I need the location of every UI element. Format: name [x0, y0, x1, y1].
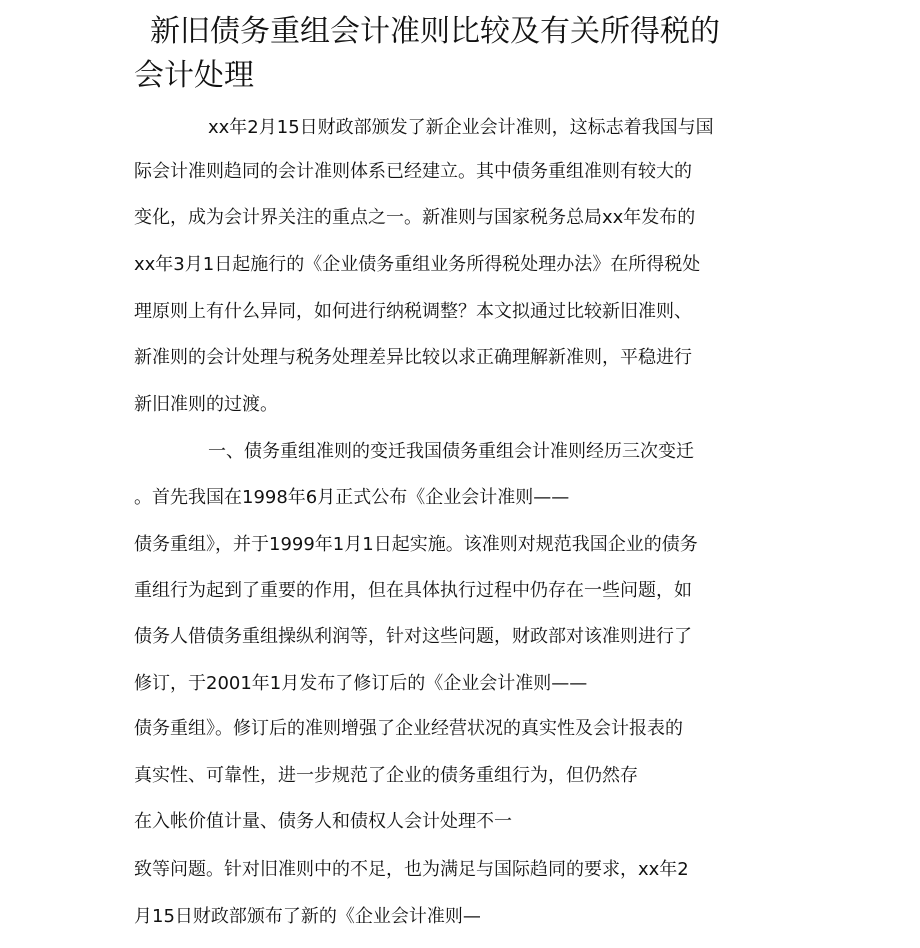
paragraph-line: 变化，成为会计界关注的重点之一。新准则与国家税务总局xx年发布的 — [134, 207, 696, 228]
paragraph-line: 际会计准则趋同的会计准则体系已经建立。其中债务重组准则有较大的 — [134, 161, 692, 182]
paragraph-line: 月15日财政部颁布了新的《企业会计准则— — [134, 906, 481, 927]
paragraph-line: 。首先我国在1998年6月正式公布《企业会计准则—— — [134, 487, 570, 508]
paragraph-line: 新准则的会计处理与税务处理差异比较以求正确理解新准则，平稳进行 — [134, 347, 692, 368]
paragraph-line: 真实性、可靠性，进一步规范了企业的债务重组行为，但仍然存 — [134, 765, 638, 786]
paragraph-line: xx年2月15日财政部颁发了新企业会计准则，这标志着我国与国 — [208, 117, 714, 138]
paragraph-line: 修订，于2001年1月发布了修订后的《企业会计准则—— — [134, 673, 588, 694]
title-line-1: 新旧债务重组会计准则比较及有关所得税的 — [150, 14, 720, 49]
paragraph-line: xx年3月1日起施行的《企业债务重组业务所得税处理办法》在所得税处 — [134, 254, 701, 275]
paragraph-line: 理原则上有什么异同，如何进行纳税调整？本文拟通过比较新旧准则、 — [134, 301, 692, 322]
paragraph-line: 重组行为起到了重要的作用，但在具体执行过程中仍存在一些问题，如 — [134, 580, 692, 601]
paragraph-line: 债务重组》。修订后的准则增强了企业经营状况的真实性及会计报表的 — [134, 718, 683, 739]
paragraph-line: 债务人借债务重组操纵利润等，针对这些问题，财政部对该准则进行了 — [134, 626, 692, 647]
section-heading-line: 一、债务重组准则的变迁我国债务重组会计准则经历三次变迁 — [208, 441, 694, 462]
paragraph-line: 在入帐价值计量、债务人和债权人会计处理不一 — [134, 811, 512, 832]
paragraph-line: 债务重组》，并于1999年1月1日起实施。该准则对规范我国企业的债务 — [134, 534, 698, 555]
paragraph-line: 致等问题。针对旧准则中的不足，也为满足与国际趋同的要求，xx年2 — [134, 859, 689, 880]
title-line-2: 会计处理 — [134, 58, 254, 93]
document-title — [134, 10, 774, 98]
paragraph-line: 新旧准则的过渡。 — [134, 394, 278, 415]
